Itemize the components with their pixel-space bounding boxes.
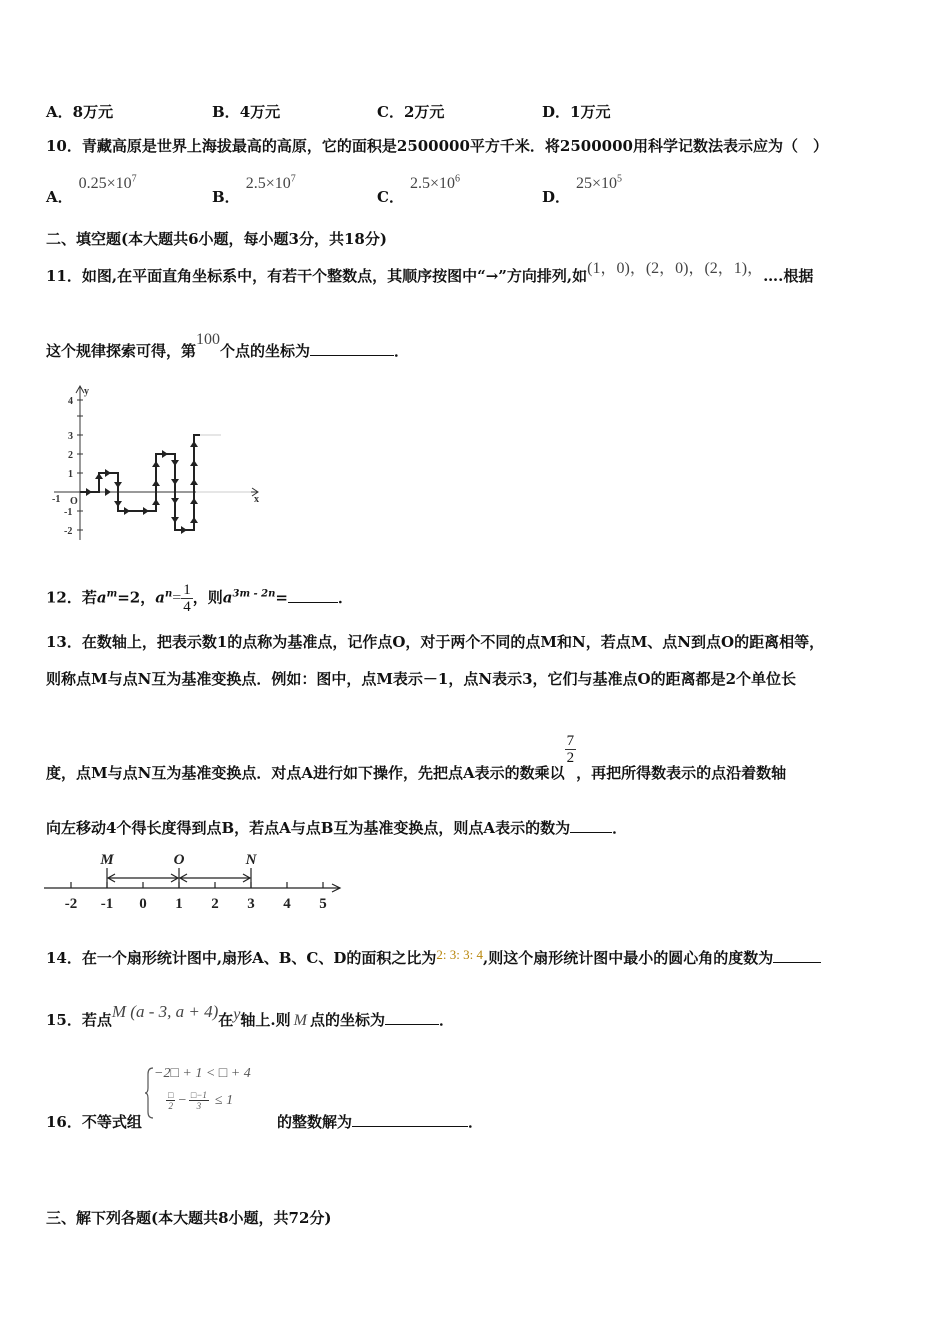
q16-inequality-system <box>144 1066 274 1122</box>
nl-tick-label: 3 <box>247 896 255 912</box>
graph-y-tick: 2 <box>68 450 73 461</box>
q15-answer-blank <box>385 1010 439 1025</box>
q13-line-3: 度，点M与点N互为基准变换点．对点A进行如下操作，先把点A表示的数乘以 $\frac{7}{2}$ ，再把所得数表示的点沿着数轴 <box>46 733 787 782</box>
q12-answer-blank <box>288 588 338 603</box>
nl-tick-label: 4 <box>283 896 291 912</box>
q16-row-2: $\frac{□}{2}$ − $\frac{□-1}{3}$ ≤ 1 <box>168 1090 234 1111</box>
q10-option-b: B．$2.5\times 10^7$ <box>212 174 296 207</box>
graph-y-tick: 4 <box>68 396 73 407</box>
brace-icon <box>144 1066 154 1120</box>
q13-line-4: 向左移动4个得长度得到点B，若点A与点B互为基准变换点，则点A表示的数为 ． <box>46 819 628 837</box>
q12-line: 12．若$a^m=2$，$a^n=$ $\frac{1}{4}$ ，则$a^{3m - 2n}=$ ． <box>46 582 353 615</box>
q9-option-a: A．8万元 <box>46 103 114 121</box>
q14-answer-blank <box>773 948 821 963</box>
q11-line-2: 这个规律探索可得，第100个点的坐标为 ． <box>46 331 410 360</box>
nl-point-label: N <box>245 852 257 868</box>
q9-option-d: D．1万元 <box>542 103 611 121</box>
graph-y-tick: 3 <box>68 431 73 442</box>
graph-y-tick: 1 <box>68 469 73 480</box>
q10-option-d: D．$25\times 10^5$ <box>542 174 623 207</box>
q14-ratio: 2: 3: 3: 4 <box>436 947 483 962</box>
q9-option-b: B．4万元 <box>212 103 281 121</box>
graph-y-tick: -1 <box>64 507 73 518</box>
q15-point: M (a - 3, a + 4) <box>111 1002 219 1021</box>
nl-tick-label: 1 <box>175 896 183 912</box>
graph-origin-label: O <box>70 496 78 507</box>
q12-fraction: $\frac{1}{4}$ <box>183 582 191 615</box>
q13-line-2: 则称点M与点N互为基准变换点．例如：图中，点M表示－1，点N表示3，它们与基准点O的距离都是2个单位长 <box>46 670 797 688</box>
q13-fraction: $\frac{7}{2}$ <box>566 733 575 766</box>
q11-line-1: 11．如图,在平面直角坐标系中，有若干个整数点，其顺序按图中“→”方向排列,如(1，0)，(2，0)，(2，1)，….根据 <box>46 260 814 285</box>
nl-tick-label: 2 <box>211 896 219 912</box>
q11-answer-blank <box>310 341 394 356</box>
nl-point-label: M <box>100 852 114 868</box>
q16-line-prefix: 16．不等式组 <box>46 1113 142 1131</box>
section-2-heading: 二、填空题(本大题共6小题，每小题3分，共18分) <box>46 230 387 248</box>
q10-option-c: C．$2.5\times 10^6$ <box>377 174 460 207</box>
q16-line-suffix: 的整数解为 ． <box>277 1113 484 1131</box>
nl-tick-label: 0 <box>139 896 147 912</box>
section-3-heading: 三、解下列各题(本大题共8小题，共72分) <box>46 1209 332 1227</box>
q13-number-line <box>44 848 346 912</box>
nl-tick-label: -2 <box>64 896 78 912</box>
graph-y-tick: -2 <box>64 526 73 537</box>
nl-tick-label: 5 <box>319 896 327 912</box>
q15-line: 15．若点M (a - 3, a + 4)在y轴上.则 M 点的坐标为 ． <box>46 1002 454 1029</box>
q11-coordinate-graph <box>46 380 266 550</box>
q11-example-points: (1，0)，(2，0)，(2，1)， <box>587 260 764 277</box>
nl-point-label: O <box>173 852 185 868</box>
q13-line-1: 13．在数轴上，把表示数1的点称为基准点，记作点O，对于两个不同的点M和N，若点M、点N到点O的距离相等， <box>46 633 825 651</box>
nl-tick-label: -1 <box>100 896 114 912</box>
graph-x-label: x <box>254 494 259 505</box>
graph-x-tick: -1 <box>52 494 61 505</box>
q16-row-1: −2□ + 1 < □ + 4 <box>154 1066 251 1081</box>
q13-answer-blank <box>570 818 612 833</box>
q10-stem: 10．青藏高原是世界上海拔最高的高原，它的面积是2500000平方千米．将2500000用科学记数法表示应为（ ） <box>46 137 828 155</box>
q16-answer-blank <box>352 1112 468 1127</box>
graph-y-label: y <box>84 386 89 397</box>
q14-line: 14．在一个扇形统计图中,扇形A、B、C、D的面积之比为2: 3: 3: 4,则这个扇形统计图中最小的圆心角的度数为 <box>46 948 821 969</box>
q9-option-c: C．2万元 <box>377 103 445 121</box>
q10-option-a: A．$0.25\times 10^7$ <box>46 174 137 207</box>
